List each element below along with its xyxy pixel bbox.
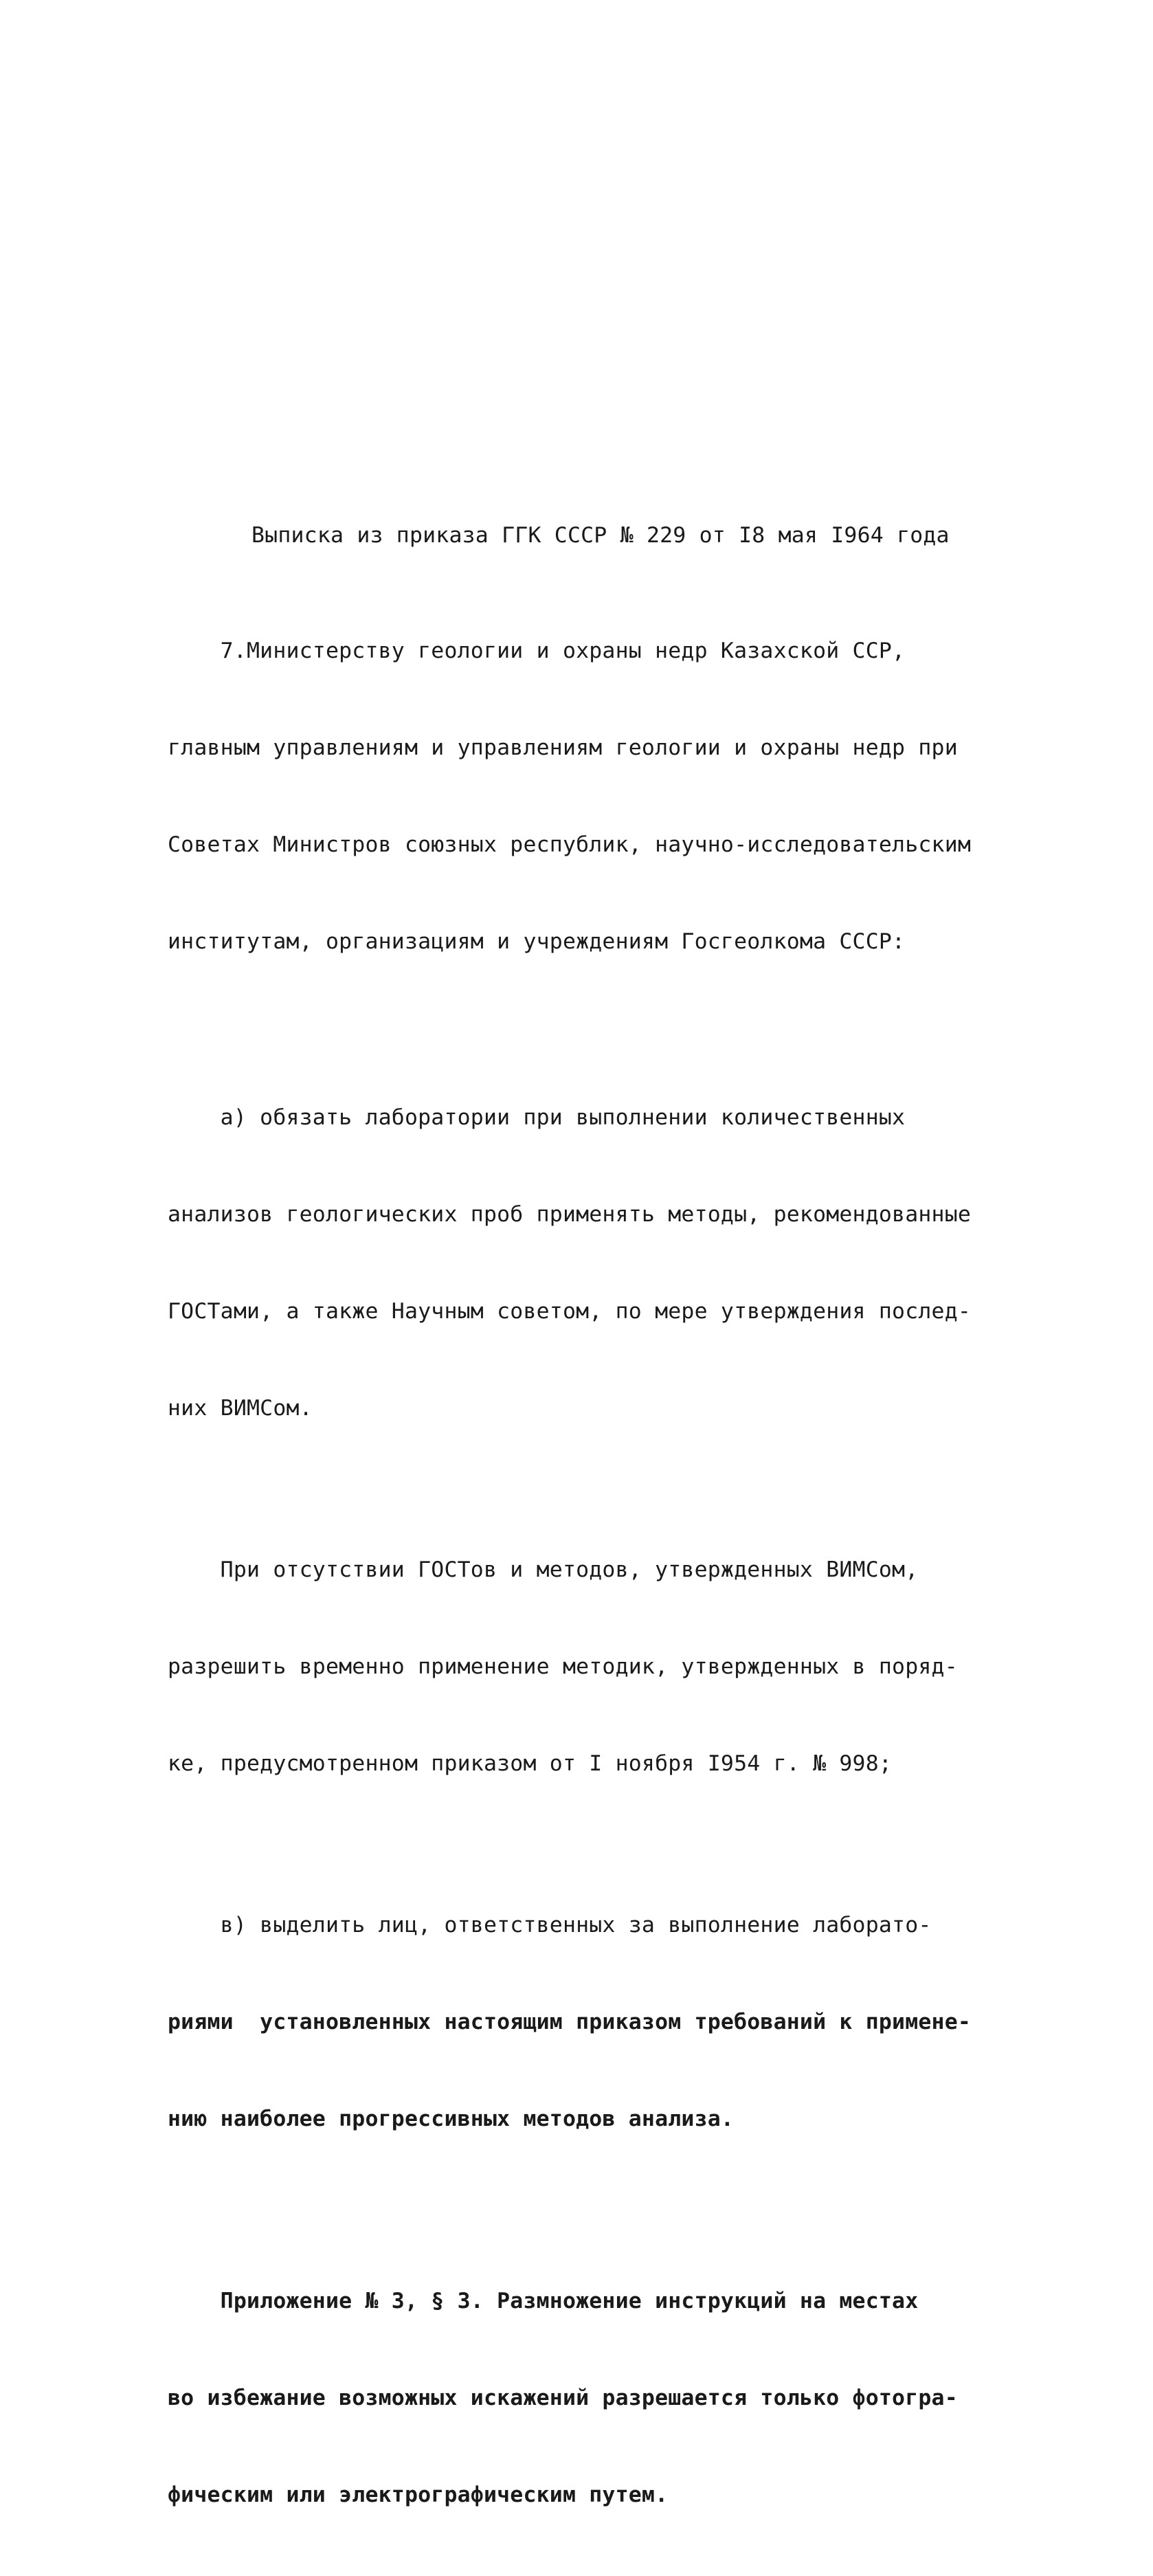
typed-text-block bbox=[168, 520, 1006, 2576]
paragraph-line: институтам, организациям и учреждениям Госгеолкома СССР: bbox=[168, 929, 906, 954]
paragraph-line: а) обязать лаборатории при выполнении количественных bbox=[168, 1105, 906, 1130]
paragraph-line: во избежание возможных искажений разрешается только фотогра- bbox=[168, 2386, 958, 2410]
paragraph-line: ке, предусмотренном приказом от I ноября I954 г. № 998; bbox=[168, 1751, 893, 1776]
paragraph-line: в) выделить лиц, ответственных за выполнение лаборато- bbox=[168, 1913, 932, 1937]
paragraph-line: Приложение № 3, § 3. Размножение инструкций на местах bbox=[168, 2289, 919, 2313]
paragraph-line: фическим или электрографическим путем. bbox=[168, 2483, 669, 2507]
paragraph-line: ГОСТами, а также Научным советом, по мере утверждения послед- bbox=[168, 1299, 972, 1324]
paragraph-line: При отсутствии ГОСТов и методов, утвержденных ВИМСом, bbox=[168, 1557, 919, 1582]
paragraph-appendix bbox=[168, 2221, 1006, 2576]
paragraph-line: разрешить временно применение методик, утвержденных в поряд- bbox=[168, 1654, 958, 1679]
document-heading: Выписка из приказа ГГК СССР № 229 от I8 мая I964 года bbox=[251, 523, 950, 548]
paragraph-item-a bbox=[168, 1037, 1006, 1489]
paragraph-item-v bbox=[168, 1845, 1006, 2200]
paragraph-line: нию наиболее прогрессивных методов анализа. bbox=[168, 2107, 735, 2131]
paragraph-line: анализов геологических проб применять методы, рекомендованные bbox=[168, 1202, 972, 1227]
paragraph-line: главным управлениям и управлениям геологии и охраны недр при bbox=[168, 735, 958, 760]
paragraph-line: 7.Министерству геологии и охраны недр Казахской ССР, bbox=[168, 639, 906, 663]
paragraph-gost-absence bbox=[168, 1489, 1006, 1845]
paragraph-line: Советах Министров союзных республик, научно-исследовательским bbox=[168, 832, 972, 857]
paragraph-line: риями установленных настоящим приказом требований к примене- bbox=[168, 2010, 972, 2034]
paragraph-line: них ВИМСом. bbox=[168, 1396, 313, 1421]
paragraph-ministries bbox=[168, 570, 1006, 1023]
